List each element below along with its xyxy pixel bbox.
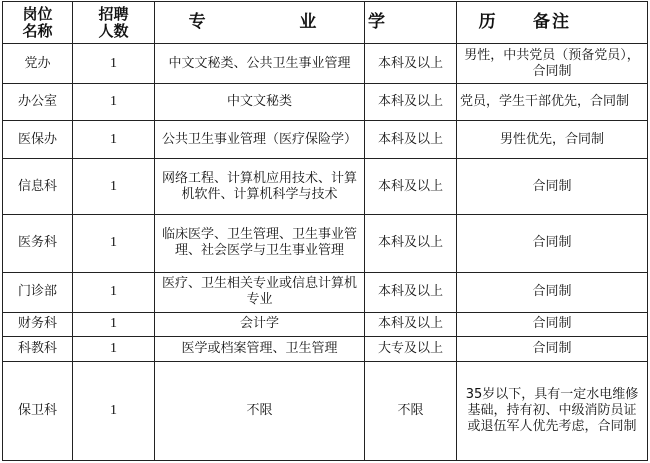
cell-position: 办公室 (3, 84, 73, 121)
header-major: 专 业 (155, 2, 365, 44)
table-row (3, 312, 648, 336)
cell-position: 医务科 (3, 215, 73, 272)
table-row (3, 215, 648, 272)
table-row (3, 121, 648, 159)
cell-major: 临床医学、卫生管理、卫生事业管理、社会医学与卫生事业管理 (155, 215, 365, 272)
cell-remarks: 35岁以下，具有一定水电维修基础，持有初、中级消防员证或退伍军人优先考虑，合同制 (457, 361, 648, 460)
recruitment-table (2, 1, 648, 461)
cell-major: 中文文秘类 (155, 84, 365, 121)
cell-position: 科教科 (3, 336, 73, 361)
cell-major: 会计学 (155, 312, 365, 336)
header-education: 学 历 (365, 2, 457, 44)
cell-count: 1 (73, 312, 155, 336)
cell-education: 不限 (365, 361, 457, 460)
cell-education: 本科及以上 (365, 272, 457, 312)
cell-remarks: 合同制 (457, 312, 648, 336)
cell-remarks: 合同制 (457, 215, 648, 272)
cell-education: 本科及以上 (365, 84, 457, 121)
table-row (3, 361, 648, 460)
cell-education: 本科及以上 (365, 312, 457, 336)
cell-remarks: 男性，中共党员（预备党员），合同制 (457, 44, 648, 84)
cell-remarks: 合同制 (457, 159, 648, 215)
cell-remarks: 合同制 (457, 272, 648, 312)
table-row (3, 159, 648, 215)
cell-remarks: 党员，学生干部优先，合同制 (457, 84, 648, 121)
cell-major: 网络工程、计算机应用技术、计算机软件、计算机科学与技术 (155, 159, 365, 215)
cell-remarks: 合同制 (457, 336, 648, 361)
cell-count: 1 (73, 272, 155, 312)
cell-position: 门诊部 (3, 272, 73, 312)
cell-count: 1 (73, 84, 155, 121)
cell-position: 党办 (3, 44, 73, 84)
cell-count: 1 (73, 336, 155, 361)
cell-remarks: 男性优先，合同制 (457, 121, 648, 159)
cell-position: 保卫科 (3, 361, 73, 460)
table-row (3, 44, 648, 84)
cell-major: 中文文秘类、公共卫生事业管理 (155, 44, 365, 84)
cell-count: 1 (73, 215, 155, 272)
table-row (3, 84, 648, 121)
header-remarks: 备注 (457, 2, 648, 44)
header-count: 招聘 人数 (73, 2, 155, 44)
table-row (3, 272, 648, 312)
cell-education: 本科及以上 (365, 121, 457, 159)
cell-position: 医保办 (3, 121, 73, 159)
header-row (3, 2, 648, 44)
cell-count: 1 (73, 361, 155, 460)
header-position: 岗位 名称 (3, 2, 73, 44)
cell-major: 医疗、卫生相关专业或信息计算机专业 (155, 272, 365, 312)
cell-count: 1 (73, 44, 155, 84)
cell-count: 1 (73, 159, 155, 215)
cell-count: 1 (73, 121, 155, 159)
cell-major: 公共卫生事业管理（医疗保险学） (155, 121, 365, 159)
cell-position: 财务科 (3, 312, 73, 336)
table-row (3, 336, 648, 361)
cell-education: 本科及以上 (365, 215, 457, 272)
cell-education: 本科及以上 (365, 159, 457, 215)
cell-education: 本科及以上 (365, 44, 457, 84)
cell-education: 大专及以上 (365, 336, 457, 361)
cell-major: 不限 (155, 361, 365, 460)
cell-major: 医学或档案管理、卫生管理 (155, 336, 365, 361)
cell-position: 信息科 (3, 159, 73, 215)
